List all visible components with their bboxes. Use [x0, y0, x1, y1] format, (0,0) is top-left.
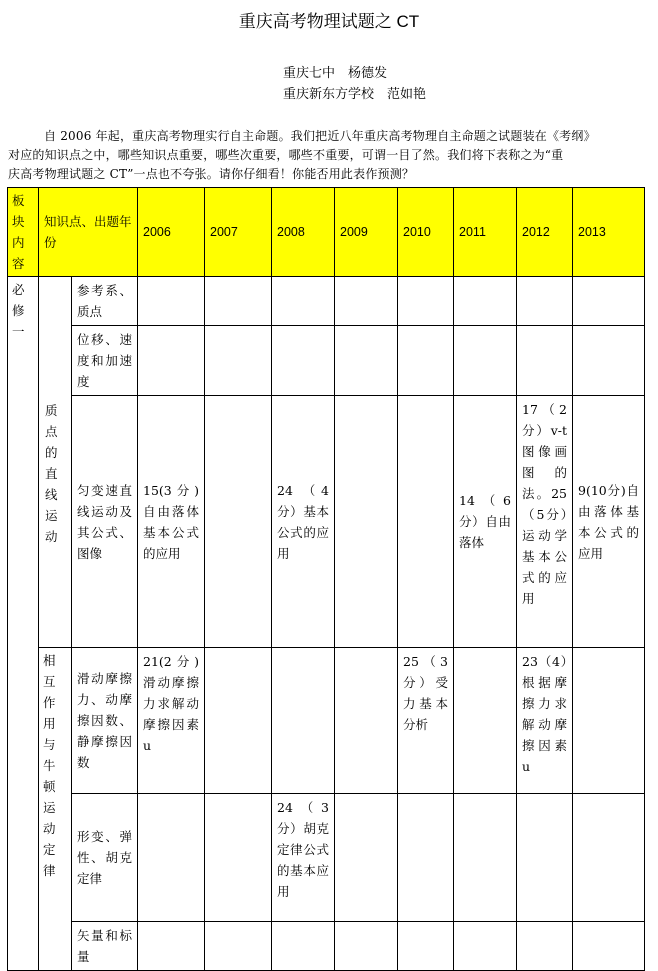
- year-cell: 25（3分）受力基本分析: [398, 648, 454, 794]
- table-row: [8, 326, 645, 396]
- header-year-cell: 2009: [335, 188, 398, 277]
- year-cell: [335, 277, 398, 326]
- header-block-cell: 板块内容: [8, 188, 39, 277]
- header-year-cell: 2008: [272, 188, 335, 277]
- topic-cell: 滑动摩擦力、动摩擦因数、静摩擦因数: [72, 648, 138, 794]
- intro-paragraph: [8, 127, 654, 184]
- year-cell: [454, 277, 517, 326]
- year-cell: [573, 648, 645, 794]
- year-cell: 9(10分)自由落体基本公式的应用: [573, 396, 645, 648]
- header-year-cell: 2012: [517, 188, 573, 277]
- year-cell: [272, 326, 335, 396]
- topic-cell: 矢量和标量: [72, 922, 138, 971]
- year-cell: 14（6分）自由落体: [454, 396, 517, 648]
- year-cell: [454, 326, 517, 396]
- year-cell: [398, 922, 454, 971]
- year-cell: [573, 277, 645, 326]
- header-year-cell: 2010: [398, 188, 454, 277]
- topic-cell: 匀变速直线运动及其公式、图像: [72, 396, 138, 648]
- year-cell: [138, 922, 205, 971]
- header-year-cell: 2013: [573, 188, 645, 277]
- year-cell: [573, 794, 645, 922]
- year-cell: [454, 794, 517, 922]
- year-cell: 17（2分）v-t图像画图的法。25（5分）运动学基本公式的应用: [517, 396, 573, 648]
- year-cell: [272, 277, 335, 326]
- intro-line-2: 对应的知识点之中，哪些知识点重要，哪些次重要，哪些不重要，可谓一目了然。我们将下表称之为“重: [8, 148, 564, 162]
- page-title: 重庆高考物理试题之 CT: [238, 12, 420, 32]
- group-name-label: 质点的直线运动: [45, 403, 58, 544]
- year-cell: [205, 277, 272, 326]
- year-cell: [517, 922, 573, 971]
- year-cell: [517, 794, 573, 922]
- year-cell: [454, 648, 517, 794]
- year-cell: [398, 326, 454, 396]
- year-cell: [205, 396, 272, 648]
- header-year-cell: 2011: [454, 188, 517, 277]
- table-row: [8, 277, 645, 326]
- topic-cell: 位移、速度和加速度: [72, 326, 138, 396]
- table-row: [8, 396, 645, 648]
- year-cell: [205, 648, 272, 794]
- year-cell: 21(2分)滑动摩擦力求解动摩擦因素u: [138, 648, 205, 794]
- year-cell: [573, 326, 645, 396]
- intro-line-3: 庆高考物理试题之 CT”一点也不夸张。请你仔细看！你能否用此表作预测？: [8, 167, 415, 181]
- year-cell: [138, 794, 205, 922]
- year-cell: [573, 922, 645, 971]
- header-year-cell: 2006: [138, 188, 205, 277]
- table-row: [8, 794, 645, 922]
- table-row: [8, 922, 645, 971]
- table-row: [8, 648, 645, 794]
- year-cell: 15(3分)自由落体基本公式的应用: [138, 396, 205, 648]
- topic-cell: 参考系、质点: [72, 277, 138, 326]
- year-cell: [398, 277, 454, 326]
- year-cell: [205, 794, 272, 922]
- year-cell: [335, 922, 398, 971]
- table-header-row: [8, 188, 645, 277]
- block-name-cell: 必修一: [8, 277, 39, 971]
- year-cell: [517, 326, 573, 396]
- year-cell: [335, 396, 398, 648]
- year-cell: [335, 794, 398, 922]
- topic-cell: 形变、弹性、胡克定律: [72, 794, 138, 922]
- year-cell: [454, 922, 517, 971]
- year-cell: [335, 648, 398, 794]
- year-cell: [335, 326, 398, 396]
- year-cell: [205, 922, 272, 971]
- header-topic-cell: 知识点、出题年份: [39, 188, 138, 277]
- exam-ct-table: [7, 187, 645, 971]
- year-cell: [272, 648, 335, 794]
- author-line-2: 重庆新东方学校 范如艳: [283, 87, 427, 102]
- year-cell: 24 （4分）基本公式的应用: [272, 396, 335, 648]
- year-cell: 24（3分）胡克定律公式的基本应用: [272, 794, 335, 922]
- year-cell: [138, 277, 205, 326]
- header-year-cell: 2007: [205, 188, 272, 277]
- year-cell: [272, 922, 335, 971]
- year-cell: [205, 326, 272, 396]
- year-cell: 23（4）根据摩擦力求解动摩擦因素u: [517, 648, 573, 794]
- year-cell: [398, 396, 454, 648]
- author-line-1: 重庆七中 杨德发: [283, 66, 388, 81]
- year-cell: [398, 794, 454, 922]
- group-name-cell: 相互作用与牛顿运动定律: [39, 648, 72, 971]
- year-cell: [138, 326, 205, 396]
- year-cell: [517, 277, 573, 326]
- intro-line-1: 自 2006 年起，重庆高考物理实行自主命题。我们把近八年重庆高考物理自主命题之试题装在《考纲》: [44, 129, 596, 143]
